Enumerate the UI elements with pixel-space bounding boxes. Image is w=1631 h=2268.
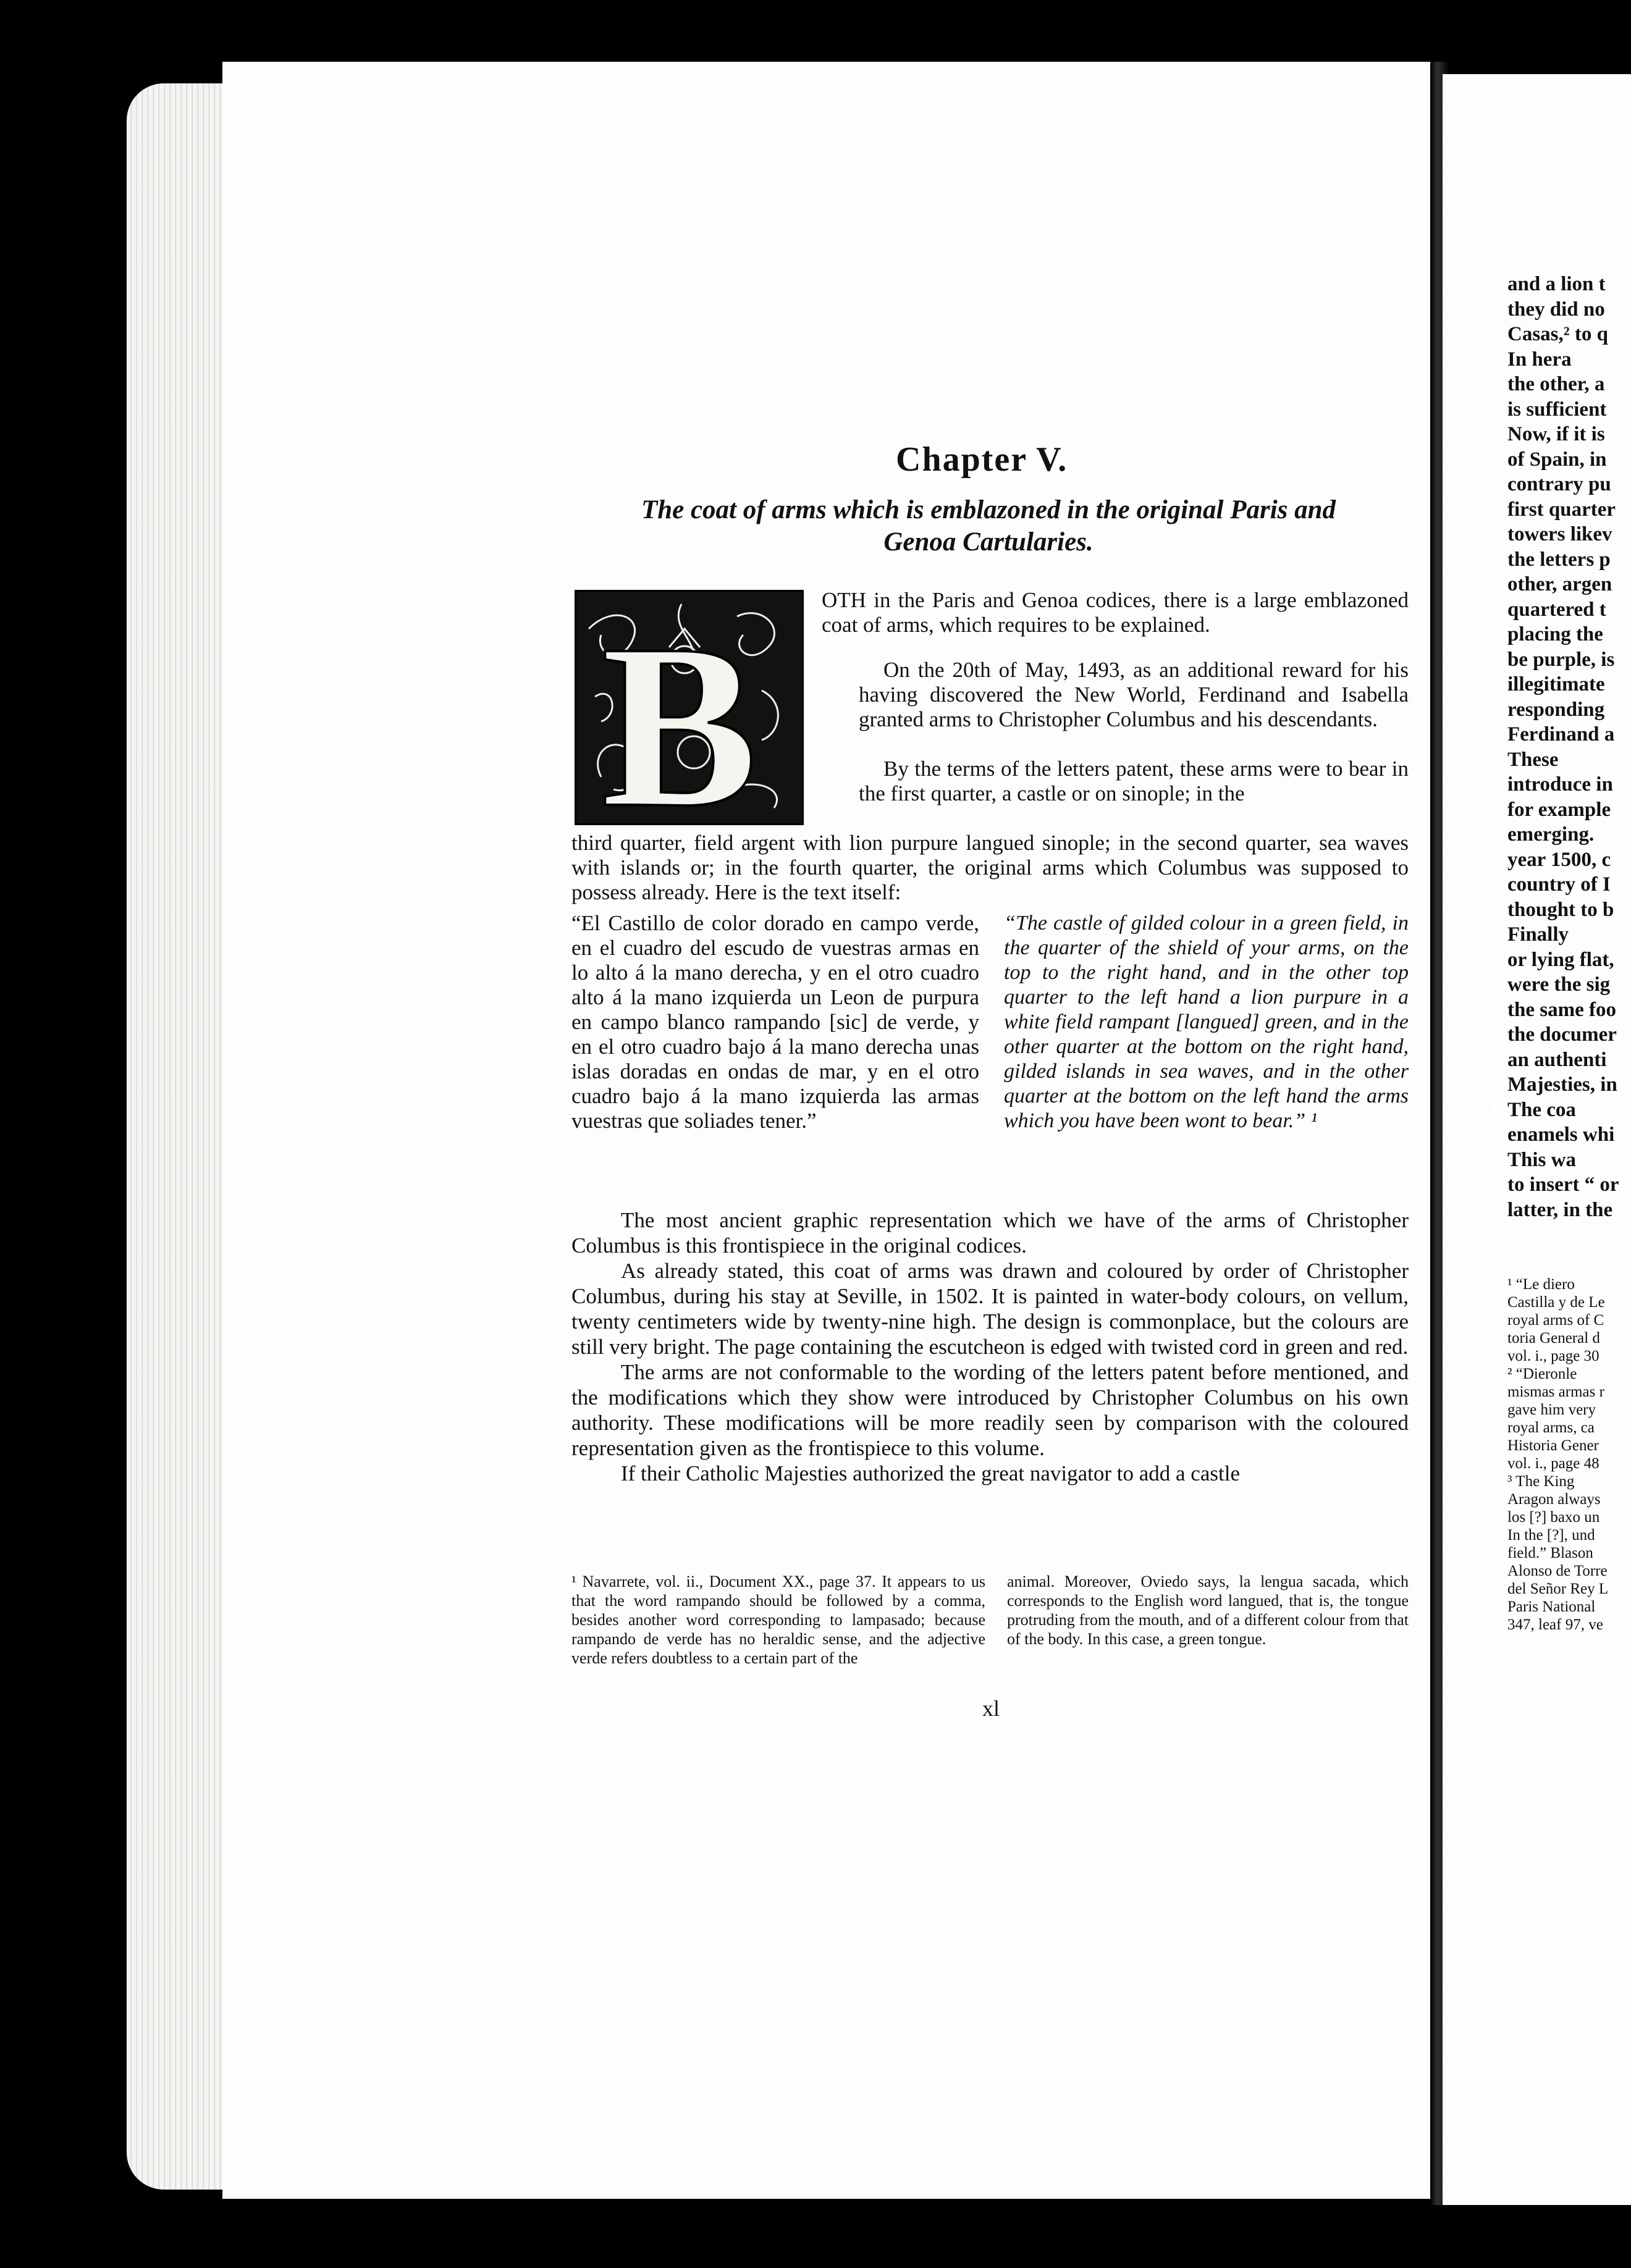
facing-page-line: responding [1507, 698, 1605, 721]
facing-page-note-line: mismas armas r [1507, 1384, 1604, 1400]
facing-page-line: thought to b [1507, 898, 1614, 921]
chapter-title: Chapter V. [896, 440, 1068, 479]
facing-page-line: In hera [1507, 348, 1572, 371]
facing-page-note-line: Paris National [1507, 1598, 1596, 1615]
facing-page-note-line: ³ The King [1507, 1473, 1575, 1490]
facing-page-note-line: vol. i., page 48 [1507, 1455, 1599, 1472]
drop-cap-ornament [576, 592, 802, 823]
facing-page-note-line: 347, leaf 97, ve [1507, 1616, 1603, 1633]
facing-page-line: country of I [1507, 873, 1611, 896]
facing-page-note-line: gave him very [1507, 1401, 1596, 1418]
facing-page-line: illegitimate [1507, 673, 1605, 695]
facing-page-line: they did no [1507, 298, 1605, 321]
english-translation: “The castle of gilded colour in a green field, in the quarter of the shield of your arms, on the top to the right hand, and in the other top quarter to the left hand a lion purpure in a white field rampant [langued] green, and in the other quarter at the bottom on the right hand, gilded islands in sea waves, and in the other quarter at the bottom on the left hand the arms which you have been wont to bear.” ¹ [1004, 912, 1409, 1132]
facing-page-line: other, argen [1507, 573, 1612, 595]
facing-page-line: emerging. [1507, 823, 1595, 846]
chapter-subtitle: The coat of arms which is emblazoned in the original Paris and Genoa Cartularies. [641, 495, 1336, 556]
facing-page-note-line: royal arms, ca [1507, 1419, 1595, 1436]
facing-page-note-line: del Señor Rey L [1507, 1581, 1609, 1597]
facing-page-note-line: ² “Dieronle [1507, 1366, 1577, 1382]
facing-page-line: year 1500, c [1507, 848, 1611, 871]
facing-page-line: the letters p [1507, 548, 1611, 571]
facing-page-line: the documer [1507, 1023, 1617, 1046]
facing-page-line: The coa [1507, 1098, 1576, 1121]
footnote-right: animal. Moreover, Oviedo says, la lengua sacada, which corresponds to the English word langued, that is, the tongue protruding from the mouth, and of a different colour from that of the body. In this case, a green tongue. [1007, 1573, 1409, 1648]
facing-page-line: towers likev [1507, 523, 1612, 545]
facing-page-note-line: royal arms of C [1507, 1312, 1604, 1329]
facing-page-line: quartered t [1507, 598, 1606, 621]
facing-page-line: These [1507, 748, 1559, 771]
facing-page-line: enamels whi [1507, 1124, 1615, 1146]
facing-page-line: Casas,² to q [1507, 323, 1609, 345]
facing-page-footnotes [1507, 1275, 1631, 1634]
spanish-quotation: “El Castillo de color dorado en campo verde, en el cuadro del escudo de vuestras armas en lo alto á la mano derecha, y en el otro cuadro alto á la mano izquierda un Leon de purpura en campo blanco rampando [sic] de verde, y en el otro cuadro bajo á la mano derecha unas islas doradas en ondas de mar, y en el otro cuadro bajo á la mano izquierda las armas vuestras que soliades tener.” [571, 911, 979, 1133]
facing-page-line: to insert “ or [1507, 1174, 1619, 1196]
facing-page-note-line: field.” Blason [1507, 1545, 1593, 1561]
footnote-left: ¹ Navarrete, vol. ii., Document XX., page 37. It appears to us that the word rampando should be followed by a comma, besides another word corresponding to lampasado; because rampando de verde has no heraldic sense, and the adjective verde refers doubtless to a certain part of the [571, 1573, 985, 1667]
page-number: xl [982, 1696, 1000, 1721]
facing-page-line: the other, a [1507, 373, 1605, 395]
facing-page-line: latter, in the [1507, 1198, 1613, 1221]
facing-page-note-line: Historia Gener [1507, 1437, 1599, 1454]
facing-page-note-line: In the [?], und [1507, 1527, 1595, 1544]
facing-page-note-line: vol. i., page 30 [1507, 1348, 1599, 1364]
paper-speck [1490, 1102, 1504, 1116]
facing-page-line: contrary pu [1507, 473, 1611, 495]
facing-page-line: be purple, is [1507, 648, 1615, 671]
facing-page-note-line: Castilla y de Le [1507, 1294, 1605, 1311]
facing-page-line: or lying flat, [1507, 948, 1614, 971]
facing-page-note-line: Aragon always [1507, 1491, 1601, 1508]
facing-page-line: Majesties, in [1507, 1073, 1617, 1096]
paragraph-grant: On the 20th of May, 1493, as an additional reward for his having discovered the New World, Ferdinand and Isabella granted arms to Christopher Columbus and his descendants. [859, 658, 1409, 731]
facing-page-line: Finally [1507, 923, 1569, 946]
paragraph-catholic-majesties: If their Catholic Majesties authorized the great navigator to add a castle [621, 1461, 1240, 1485]
paragraph-terms: By the terms of the letters patent, these arms were to bear in the first quarter, a castle or on sinople; in the [859, 757, 1409, 805]
facing-page-line: of Spain, in [1507, 448, 1607, 471]
facing-page-line: first quarter [1507, 498, 1616, 521]
facing-page-text [1507, 272, 1631, 1222]
facing-page-note-line: toria General d [1507, 1330, 1600, 1346]
main-text [571, 1208, 1409, 1486]
paragraph-drawn-coloured: As already stated, this coat of arms was drawn and coloured by order of Christopher Columbus, during his stay at Seville, in 1502. It is painted in water-body colours, on vellum, twenty centimeters wide by twenty-nine high. The design is commonplace, but the colours are still very bright. The page containing the escutcheon is edged with twisted cord in green and red. [571, 1259, 1409, 1359]
decorative-initial [575, 590, 804, 825]
facing-page-line: Ferdinand a [1507, 723, 1615, 746]
paragraph-modifications: The arms are not conformable to the wording of the letters patent before mentioned, and the modifications which they show were introduced by Christopher Columbus on his own authority. These modifications will be more readily seen by comparison with the coloured representation given as the frontispiece to this volume. [571, 1360, 1409, 1460]
facing-page-note-line: Alonso de Torre [1507, 1563, 1608, 1579]
facing-page-line: Now, if it is [1507, 423, 1605, 445]
facing-page-note-line: los [?] baxo un [1507, 1509, 1600, 1526]
paragraph-ancient-representation: The most ancient graphic representation which we have of the arms of Christopher Columbus is this frontispiece in the original codices. [571, 1208, 1409, 1258]
facing-page-line: were the sig [1507, 973, 1611, 996]
facing-page-line: an authenti [1507, 1048, 1607, 1071]
paragraph-terms-continued: third quarter, field argent with lion purpure langued sinople; in the second quarter, sea waves with islands or; in the fourth quarter, the original arms which Columbus was supposed to possess already. Here is the text itself: [571, 831, 1409, 904]
drop-cap-letter: B [601, 596, 758, 823]
facing-page-line: This wa [1507, 1148, 1576, 1171]
facing-page-line: the same foo [1507, 998, 1616, 1021]
facing-page-line: placing the [1507, 623, 1603, 645]
facing-page-line: is sufficient [1507, 398, 1607, 421]
facing-page-line: for example [1507, 798, 1611, 821]
facing-page-note-line: ¹ “Le diero [1507, 1276, 1575, 1293]
facing-page-line: and a lion t [1507, 273, 1606, 295]
opening-paragraph: OTH in the Paris and Genoa codices, there is a large emblazoned coat of arms, which requires to be explained. [822, 588, 1409, 637]
book-page-edges [127, 83, 225, 2190]
facing-page-line: introduce in [1507, 773, 1613, 796]
